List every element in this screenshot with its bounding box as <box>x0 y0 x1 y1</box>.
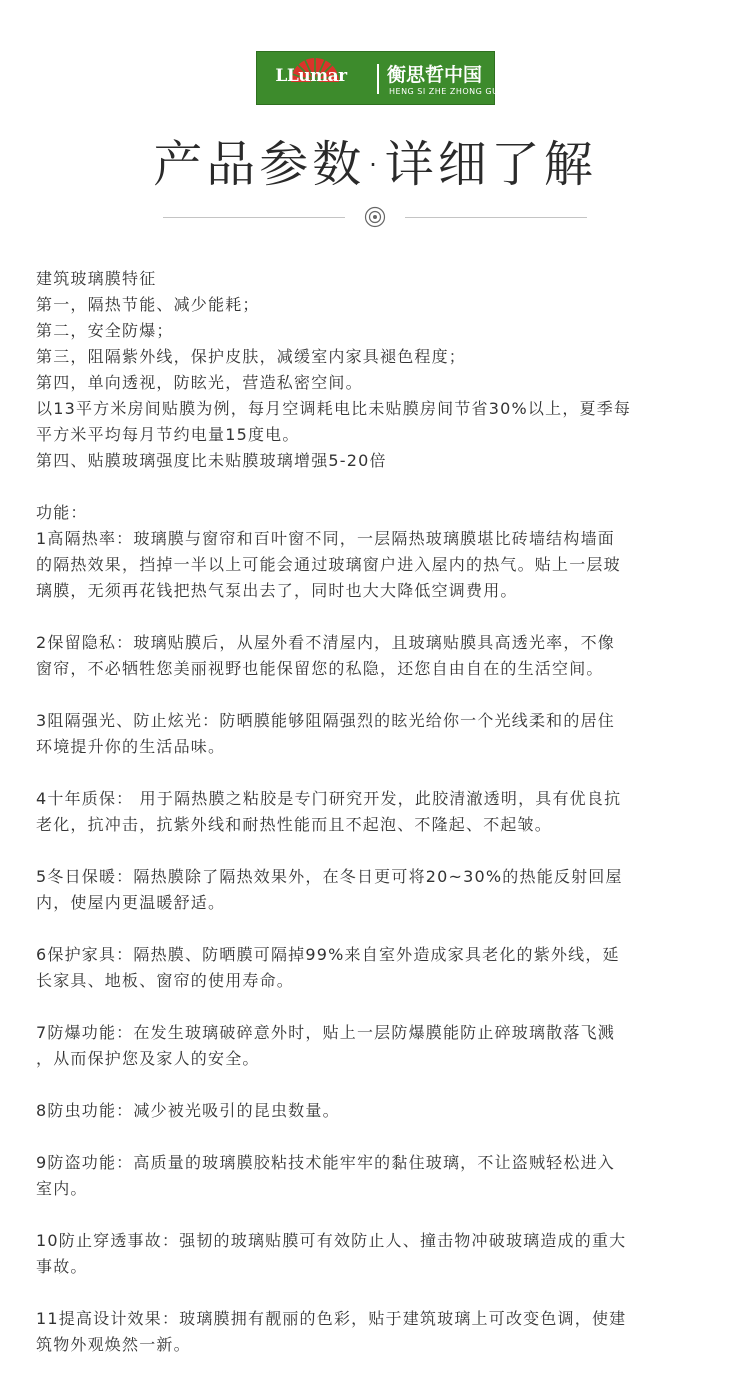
function-line: 内，使屋内更温暖舒适。 <box>36 893 226 912</box>
function-line: 事故。 <box>36 1257 88 1276</box>
function-paragraph <box>36 526 720 604</box>
spacer <box>36 838 720 864</box>
feature-line: 第一，隔热节能、减少能耗； <box>36 295 260 314</box>
function-line: 7防爆功能：在发生玻璃破碎意外时，贴上一层防爆膜能防止碎玻璃散落飞溅 <box>36 1023 615 1042</box>
function-line: 长家具、地板、窗帘的使用寿命。 <box>36 971 295 990</box>
concentric-circle-icon <box>364 206 386 228</box>
feature-line: 以13平方米房间贴膜为例，每月空调耗电比未贴膜房间节省30%以上，夏季每 <box>36 399 632 418</box>
function-line: 2保留隐私：玻璃贴膜后，从屋外看不清屋内，且玻璃贴膜具高透光率，不像 <box>36 633 615 652</box>
function-line: 筑物外观焕然一新。 <box>36 1335 191 1354</box>
spacer <box>36 474 720 500</box>
feature-line: 第三，阻隔紫外线，保护皮肤，减缓室内家具褪色程度； <box>36 347 467 366</box>
features-section <box>36 266 720 474</box>
function-paragraph <box>36 1150 720 1202</box>
function-line: 3阻隔强光、防止炫光：防晒膜能够阻隔强烈的眩光给你一个光线柔和的居住 <box>36 711 615 730</box>
spacer <box>36 1280 720 1306</box>
functions-heading: 功能： <box>36 503 88 522</box>
feature-line: 第二，安全防爆； <box>36 321 174 340</box>
spacer <box>36 1202 720 1228</box>
feature-line: 平方米平均每月节约电量15度电。 <box>36 425 300 444</box>
function-paragraph <box>36 942 720 994</box>
function-paragraph <box>36 864 720 916</box>
spacer <box>36 994 720 1020</box>
spacer <box>36 916 720 942</box>
brand-logo <box>256 51 506 105</box>
divider-line-left <box>163 217 345 218</box>
function-line: 老化，抗冲击，抗紫外线和耐热性能而且不起泡、不隆起、不起皱。 <box>36 815 553 834</box>
function-line: ，从而保护您及家人的安全。 <box>36 1049 260 1068</box>
function-line: 6保护家具：隔热膜、防晒膜可隔掉99%来自室外造成家具老化的紫外线，延 <box>36 945 620 964</box>
functions-list <box>36 526 720 1358</box>
logo-pinyin: HENG SI ZHE ZHONG GUO <box>389 87 506 96</box>
function-line: 4十年质保： 用于隔热膜之粘胶是专门研究开发，此胶清澈透明，具有优良抗 <box>36 789 622 808</box>
function-line: 8防虫功能：减少被光吸引的昆虫数量。 <box>36 1101 340 1120</box>
spacer <box>36 1124 720 1150</box>
spacer <box>36 760 720 786</box>
function-line: 1高隔热率：玻璃膜与窗帘和百叶窗不同，一层隔热玻璃膜堪比砖墙结构墙面 <box>36 529 615 548</box>
function-line: 窗帘，不必牺牲您美丽视野也能保留您的私隐，还您自由自在的生活空间。 <box>36 659 604 678</box>
feature-line: 第四，单向透视，防眩光，营造私密空间。 <box>36 373 363 392</box>
logo-divider <box>377 64 379 94</box>
function-line: 5冬日保暖：隔热膜除了隔热效果外，在冬日更可将20~30%的热能反射回屋 <box>36 867 623 886</box>
page-title: 产品参数·详细了解 <box>153 136 597 193</box>
spacer <box>36 1072 720 1098</box>
function-paragraph <box>36 1306 720 1358</box>
logo-chinese-name: 衡思哲中国 <box>387 64 483 86</box>
features-heading: 建筑玻璃膜特征 <box>36 269 157 288</box>
function-paragraph <box>36 1228 720 1280</box>
function-line: 的隔热效果，挡掉一半以上可能会通过玻璃窗户进入屋内的热气。贴上一层玻 <box>36 555 621 574</box>
function-paragraph <box>36 786 720 838</box>
function-paragraph <box>36 630 720 682</box>
article-body <box>36 266 720 1358</box>
function-paragraph <box>36 1098 720 1124</box>
function-paragraph <box>36 1020 720 1072</box>
feature-line: 第四、贴膜玻璃强度比未贴膜玻璃增强5-20倍 <box>36 451 387 470</box>
function-line: 室内。 <box>36 1179 88 1198</box>
function-line: 环境提升你的生活品味。 <box>36 737 226 756</box>
spacer <box>36 604 720 630</box>
function-line: 10防止穿透事故：强韧的玻璃贴膜可有效防止人、撞击物冲破玻璃造成的重大 <box>36 1231 627 1250</box>
function-line: 璃膜，无须再花钱把热气泵出去了，同时也大大降低空调费用。 <box>36 581 518 600</box>
spacer <box>36 682 720 708</box>
function-paragraph <box>36 708 720 760</box>
function-line: 11提高设计效果：玻璃膜拥有靓丽的色彩，贴于建筑玻璃上可改变色调，使建 <box>36 1309 627 1328</box>
divider-line-right <box>405 217 587 218</box>
logo-brand-text: LLumar <box>275 66 347 86</box>
function-line: 9防盗功能：高质量的玻璃膜胶粘技术能牢牢的黏住玻璃，不让盗贼轻松进入 <box>36 1153 615 1172</box>
